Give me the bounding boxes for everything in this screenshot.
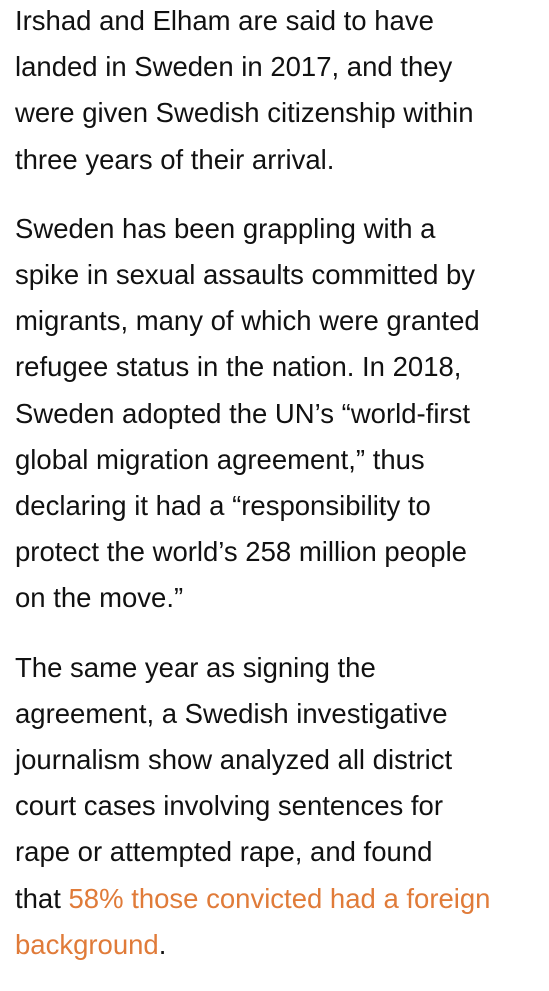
text-line: migrants, many of which were granted [15,305,480,337]
text-line: spike in sexual assaults committed by [15,259,476,291]
text-line: The same year as signing the [15,651,376,683]
sentence-period: . [158,928,167,960]
source-link-continued[interactable]: background [15,928,159,960]
text-line: Irshad and Elham are said to have [15,5,434,36]
text-line: declaring it had a “responsibility to [15,490,431,522]
text-line: three years of their arrival. [15,143,335,175]
source-link[interactable]: 58% those convicted had a foreign [68,882,491,914]
text-line: landed in Sweden in 2017, and they [15,51,453,83]
text-line-with-link [15,922,547,968]
text-line: global migration agreement,” thus [15,443,425,475]
text-line-with-link [15,876,547,922]
link-prefix-text: that [15,882,69,914]
text-line: refugee status in the nation. In 2018, [15,351,462,383]
text-line: on the move.” [15,582,184,614]
paragraph-3 [15,645,547,968]
text-line: protect the world’s 258 million people [15,536,467,568]
text-line: were given Swedish citizenship within [15,97,474,129]
text-line: Sweden has been grappling with a [15,212,436,244]
paragraph-1 [15,0,547,183]
text-line: journalism show analyzed all district [15,744,453,776]
text-line: rape or attempted rape, and found [15,836,433,868]
article-body [15,0,547,991]
paragraph-2 [15,206,547,622]
text-line: court cases involving sentences for [15,790,443,822]
text-line: Sweden adopted the UN’s “world-first [15,397,470,429]
text-line: agreement, a Swedish investigative [15,697,448,729]
